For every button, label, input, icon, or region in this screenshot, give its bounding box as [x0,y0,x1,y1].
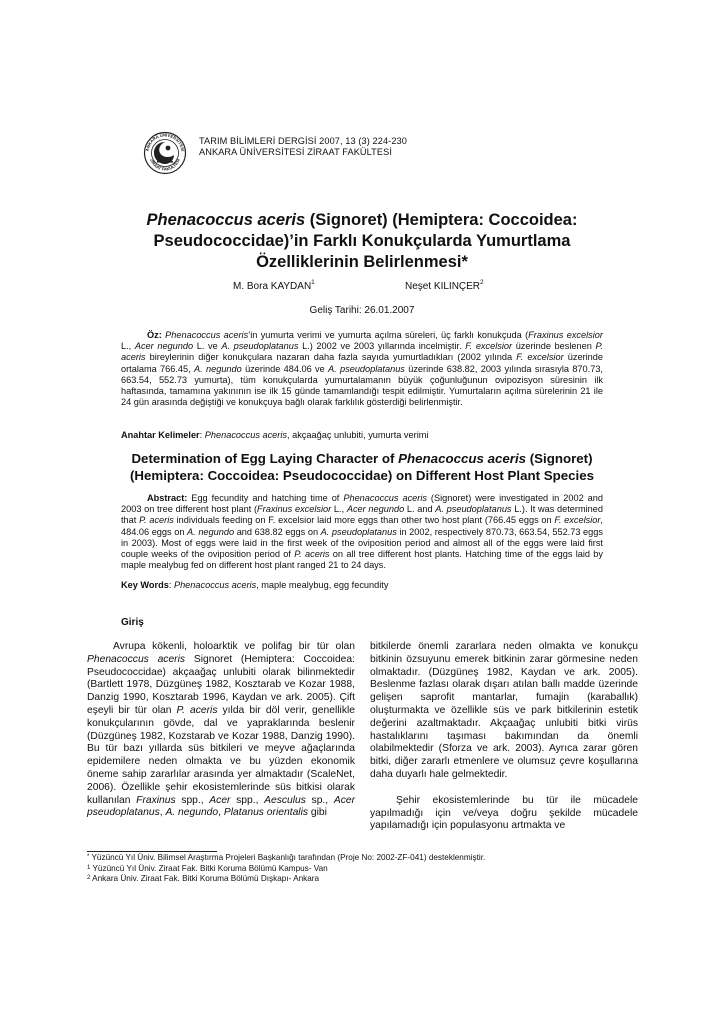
intro-paragraph-1: Avrupa kökenli, holoarktik ve polifag bir tür olan Phenacoccus aceris Signoret (Hemiptera: Coccoidea: Pseudococcidae) akçaağaç unlubiti olarak bilinmektedir (Bartlett 1978, Düzgüneş 1982, Kosztarab ve Kozar 1988, Danzig 1990, Kosztarab 1996, Kaydan ve ark. 2005). Çift eşeyli bir tür olan P. aceris yılda bir döl verir, genellikle konukçularının gövde, dal ve yapraklarında beslenir (Düzgüneş 1982, Kozstarab ve Kozar 1988, Danzig 1990). Bu tür bazı yıllarda süs bitkileri ve meyve ağaçlarında epidemilere neden olmakta ve bu yüzden ekonomik öneme sahip zararlılar arasında yer almaktadır (ScaleNet, 2006). Özellikle şehir ekosistemlerinde süs bitkisi olarak kullanılan Fraxinus spp., Acer spp., Aesculus sp., Acer pseudoplatanus, A. negundo, Platanus orientalis gibi [87,641,356,819]
author-1 [233,281,315,292]
keywords-en-label: Key Words [121,580,169,590]
author-1-name: M. Bora KAYDAN [233,281,312,292]
footnote-2: $^1$ Yüzüncü Yıl Üniv. Ziraat Fak. Bitki Koruma Bölümü Kampus- Van [87,863,328,873]
logo-text-bottom: ZİRAAT FAKÜLTESİ [149,158,181,172]
footnote-divider [87,851,217,852]
journal-line-2: ANKARA ÜNİVERSİTESİ ZİRAAT FAKÜLTESİ [199,147,393,157]
abstract-label: Abstract: [147,493,188,503]
author-2 [405,281,484,292]
turkish-keywords: Anahtar Kelimeler: Phenacoccus aceris, akçaağaç unlubiti, yumurta verimi [121,430,429,440]
logo-text-top: ANKARA ÜNİVERSİTESİ [144,132,186,152]
title-line-3: Özelliklerinin Belirlenmesi* [256,253,468,271]
english-keywords: Key Words: Phenacoccus aceris, maple mealybug, egg fecundity [121,580,389,590]
english-title: Determination of Egg Laying Character of Phenacoccus aceris (Signoret) (Hemiptera: Coccoidea: Pseudococcidae) on Different Host Plant Species [100,451,624,484]
journal-header [143,131,583,175]
author-2-mark: 2 [480,279,484,286]
svg-text:ANKARA ÜNİVERSİTESİ [145,132,186,151]
journal-info [199,136,407,158]
university-seal-logo [143,131,187,175]
title-line-2: Pseudococcidae)’in Farklı Konukçularda Yumurtlama [153,232,571,250]
paper-title [110,210,614,273]
title-line-1: (Signoret) (Hemiptera: Coccoidea: [305,211,578,229]
section-heading: Giriş [121,617,144,628]
footnote-1: * Yüzüncü Yıl Üniv. Bilimsel Araştırma Projeleri Başkanlığı tarafından (Proje No: 2002-ZF-041) desteklenmiştir. [87,853,486,862]
author-1-mark: 1 [311,279,315,286]
author-2-name: Neşet KILINÇER [405,281,481,292]
footnote-3: $^2$ Ankara Üniv. Ziraat Fak. Bitki Koruma Bölümü Dışkapı- Ankara [87,874,320,883]
body-column-left [87,641,355,820]
body-column-right [370,641,638,833]
keywords-tr-label: Anahtar Kelimeler [121,430,200,440]
intro-paragraph-3: Şehir ekosistemlerinde bu tür ile mücadele yapılmadığı için ve/veya doğru şekilde mücadele yapılamadığı için populasyonu artmakta ve [370,794,638,832]
title-species: Phenacoccus aceris [146,211,306,229]
journal-line-1: TARIM BİLİMLERİ DERGİSİ 2007, 13 (3) 224-230 [199,136,407,146]
turkish-abstract: Öz: Phenacoccus aceris’in yumurta verimi ve yumurta açılma süreleri, üç farklı konukçuda (Fraxinus excelsior L., Acer negundo L. ve A. pseudoplatanus L.) 2002 ve 2003 yıllarında incelmiştir. F. excelsior üzerinde beslenen P. aceris bireylerinin diğer konukçulara nazaran daha fazla sayıda yumurtladıkları (2002 yılında F. excelsior üzerinde ortalama 766.45, A. negundo üzerinde 484.06 ve A. pseudoplatanus üzerinde 638.82, 2003 yılında sırasıyla 870.73, 663.54, 552.73 yumurta), tüm konukçularda yumurtalamanın büyük çoğunluğunun ovipozisyon süresinin ilk haftasında, tamamına yakınının ise ilk 15 günde tamamlandığı tespit edilmiştir. Yumurtaların açılma sürelerinin 21 ile 24 gün arasında değiştiği ve konukçuya bağlı olarak farklılık gösterdiği belirlenmiştir. [121,330,603,408]
intro-paragraph-2: bitkilerde önemli zararlara neden olmakta ve konukçu bitkinin özsuyunu emerek bitkinin zarar görmesine neden olmaktadır. (Düzgüneş 1982, Kaydan ve ark. 2005). Beslenme fazlası olarak dışarı atılan ballı madde üzerinde gelişen saprofit mantarlar, fumajin (karaballık) oluşturmakta ve özellikle süs ve park bitkilerinin estetik değerini azaltmaktadır. Akçaağaç unlubiti bitki virüs hastalıklarını taşıması bakımından da önemli olabilmektedir (Sforza ve ark. 2003). Ayrıca zarar gören bitki, diğer zararlı etmenlere ve olumsuz çevre koşullarına daha duyarlı hale gelmektedir. [370,641,638,780]
english-title-line-2: (Hemiptera: Coccoidea: Pseudococcidae) on Different Host Plant Species [129,467,595,483]
oz-label: Öz: [147,330,162,340]
english-abstract: Abstract: Egg fecundity and hatching time of Phenacoccus aceris (Signoret) were investigated in 2002 and 2003 on tree different host plant (Fraxinus excelsior L., Acer negundo L. and A. pseudoplatanus L.). It was determined that P. aceris individuals feeding on F. excelsior laid more eggs than other two host plant (766.45 eggs on F. excelsior, 484.06 eggs on A. negundo and 638.82 eggs on A. pseudoplatanus in 2002, respectively 870.73, 663.54, 552.73 eggs in 2003). Most of eggs were laid in the first week of the oviposition period and almost all of the eggs were laid first couple weeks of the oviposition period of P. aceris on all tree different host plants. Hatching time of the eggs laid by maple mealybug fed on different host plant ranged 21 to 24 days. [121,493,604,571]
footnotes [87,853,647,885]
received-date: Geliş Tarihi: 26.01.2007 [309,305,415,316]
